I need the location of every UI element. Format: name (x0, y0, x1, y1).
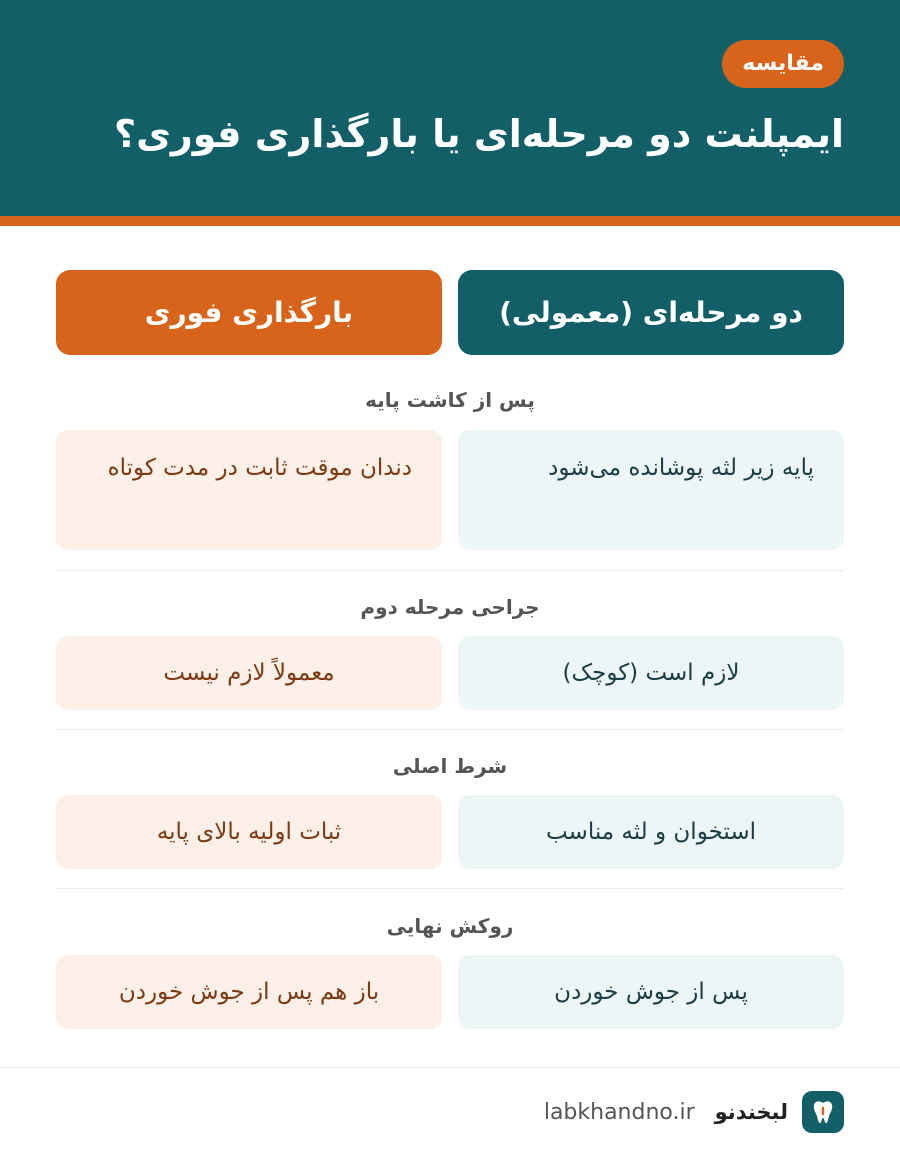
tooth-icon (802, 1091, 844, 1133)
comparison-cell-immediate: دندان موقت ثابت در مدت کوتاه (56, 430, 442, 550)
row-label: شرط اصلی (392, 754, 508, 778)
comparison-cell-immediate: باز هم پس از جوش خوردن (56, 955, 442, 1029)
comparison-cell-two-stage: استخوان و لثه مناسب (458, 795, 844, 869)
footer-divider (0, 1067, 900, 1068)
row-label: پس از کاشت پایه (365, 388, 535, 412)
row-divider (56, 888, 844, 889)
header-accent-rule (0, 216, 900, 226)
comparison-cell-two-stage: لازم است (کوچک) (458, 636, 844, 710)
comparison-cell-immediate: معمولاً لازم نیست (56, 636, 442, 710)
category-badge: مقایسه (722, 40, 844, 88)
column-header-immediate-loading: بارگذاری فوری (56, 270, 442, 355)
comparison-cell-two-stage: پس از جوش خوردن (458, 955, 844, 1029)
row-divider (56, 729, 844, 730)
website-link[interactable]: labkhandno.ir (543, 1099, 695, 1125)
comparison-cell-immediate: ثبات اولیه بالای پایه (56, 795, 442, 869)
row-label: جراحی مرحله دوم (360, 595, 540, 619)
column-header-two-stage: دو مرحله‌ای (معمولی) (458, 270, 844, 355)
row-divider (56, 570, 844, 571)
row-label: روکش نهایی (386, 914, 514, 938)
footer-brand[interactable] (544, 1090, 844, 1134)
page-title: ایمپلنت دو مرحله‌ای یا بارگذاری فوری؟ (114, 112, 844, 156)
comparison-cell-two-stage: پایه زیر لثه پوشانده می‌شود (458, 430, 844, 550)
brand-name: لبخندنو (714, 1100, 788, 1124)
